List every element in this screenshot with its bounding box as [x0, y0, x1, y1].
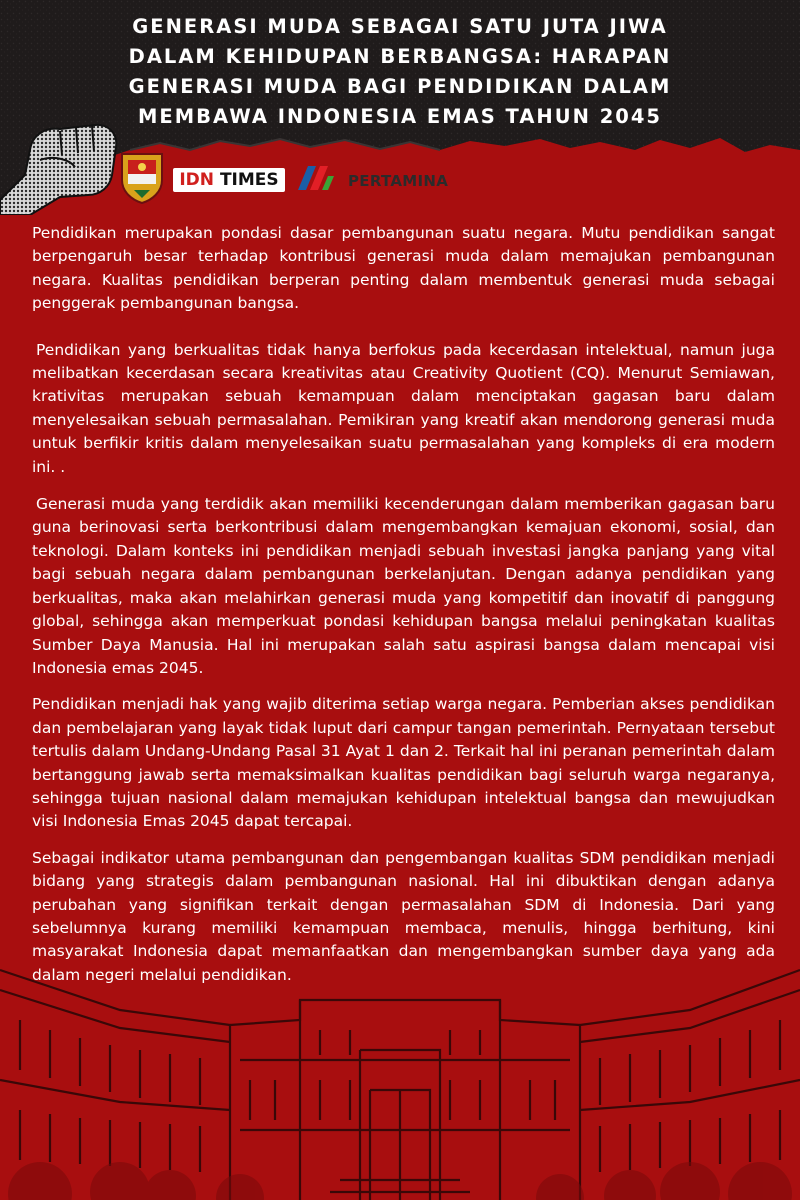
- school-building-illustration: [0, 930, 800, 1200]
- pertamina-logo-text: PERTAMINA: [348, 172, 449, 190]
- raised-fist-icon: [0, 105, 130, 215]
- article-body: [32, 222, 775, 987]
- paragraph-1: Pendidikan merupakan pondasi dasar pembangunan suatu negara. Mutu pendidikan sangat berpengaruh besar terhadap kontribusi generasi muda dalam memajukan pembangunan negara. Kualitas pendidikan berperan penting dalam membentuk generasi muda sebagai penggerak pembangunan bangsa.: [32, 224, 775, 313]
- idn-logo-part-2: TIMES: [219, 170, 279, 190]
- paragraph-5: Sebagai indikator utama pembangunan dan pengembangan kualitas SDM pendidikan menjadi bidang yang strategis dalam pembangunan nasional. Hal ini dibuktikan dengan adanya perubahan yang signifikan terkait dengan permasalahan SDM di Indonesia. Dari yang sebelumnya kurang memiliki kemampuan membaca, menulis, hingga berhitung, kini masyarakat Indonesia dapat memanfaatkan dan mengembangkan sumber daya yang ada dalam negeri melalui pendidikan.: [32, 848, 775, 984]
- title-line-3: GENERASI MUDA BAGI PENDIDIKAN DALAM: [128, 75, 672, 98]
- sponsor-logos: [118, 150, 478, 210]
- title-line-1: GENERASI MUDA SEBAGAI SATU JUTA JIWA: [132, 15, 668, 38]
- paragraph-2: Pendidikan yang berkualitas tidak hanya berfokus pada kecerdasan intelektual, namun juga melibatkan kecerdasan secara kreativitas atau Creativity Quotient (CQ). Menurut Semiawan, krativitas merupakan sebuah kemampuan dalam menciptakan gagasan baru dalam menyelesaikan sebuah permasalahan. Pemikiran yang kreatif akan mendorong generasi muda untuk berfikir kritis dalam menyelesaikan suatu permasalahan yang kompleks di era modern ini. .: [32, 340, 775, 476]
- title-line-2: DALAM KEHIDUPAN BERBANGSA: HARAPAN: [128, 45, 672, 68]
- regional-emblem-icon: [118, 150, 166, 204]
- paragraph-4: Pendidikan menjadi hak yang wajib diterima setiap warga negara. Pemberian akses pendidikan dan pembelajaran yang layak tidak luput dari campur tangan pemerintah. Pernyataan tersebut tertulis dalam Undang-Undang Pasal 31 Ayat 1 dan 2. Terkait hal ini peranan pemerintah dalam bertanggung jawab serta memaksimalkan kualitas pendidikan bagi seluruh warga negaranya, sehingga tujuan nasional dalam memajukan kehidupan intelektual bangsa dan mewujudkan visi Indonesia Emas 2045 dapat tercapai.: [32, 695, 775, 831]
- pertamina-emblem-icon: [294, 160, 336, 196]
- poster-title: [60, 12, 740, 132]
- idn-times-logo: [173, 168, 285, 192]
- idn-logo-part-1: IDN: [179, 170, 215, 190]
- title-line-4: MEMBAWA INDONESIA EMAS TAHUN 2045: [138, 105, 662, 128]
- paragraph-3: Generasi muda yang terdidik akan memiliki kecenderungan dalam memberikan gagasan baru guna berinovasi serta berkontribusi dalam mengembangkan kemajuan ekonomi, sosial, dan teknologi. Dalam konteks ini pendidikan menjadi sebuah investasi jangka panjang yang vital bagi sebuah negara dalam pembangunan berkelanjutan. Dengan adanya pendidikan yang berkualitas, maka akan melahirkan generasi muda yang kompetitif dan inovatif di panggung global, sehingga akan memperkuat pondasi kehidupan bangsa melalui peningkatan kualitas Sumber Daya Manusia. Hal ini merupakan salah satu aspirasi bangsa dalam mencapai visi Indonesia emas 2045.: [32, 495, 775, 677]
